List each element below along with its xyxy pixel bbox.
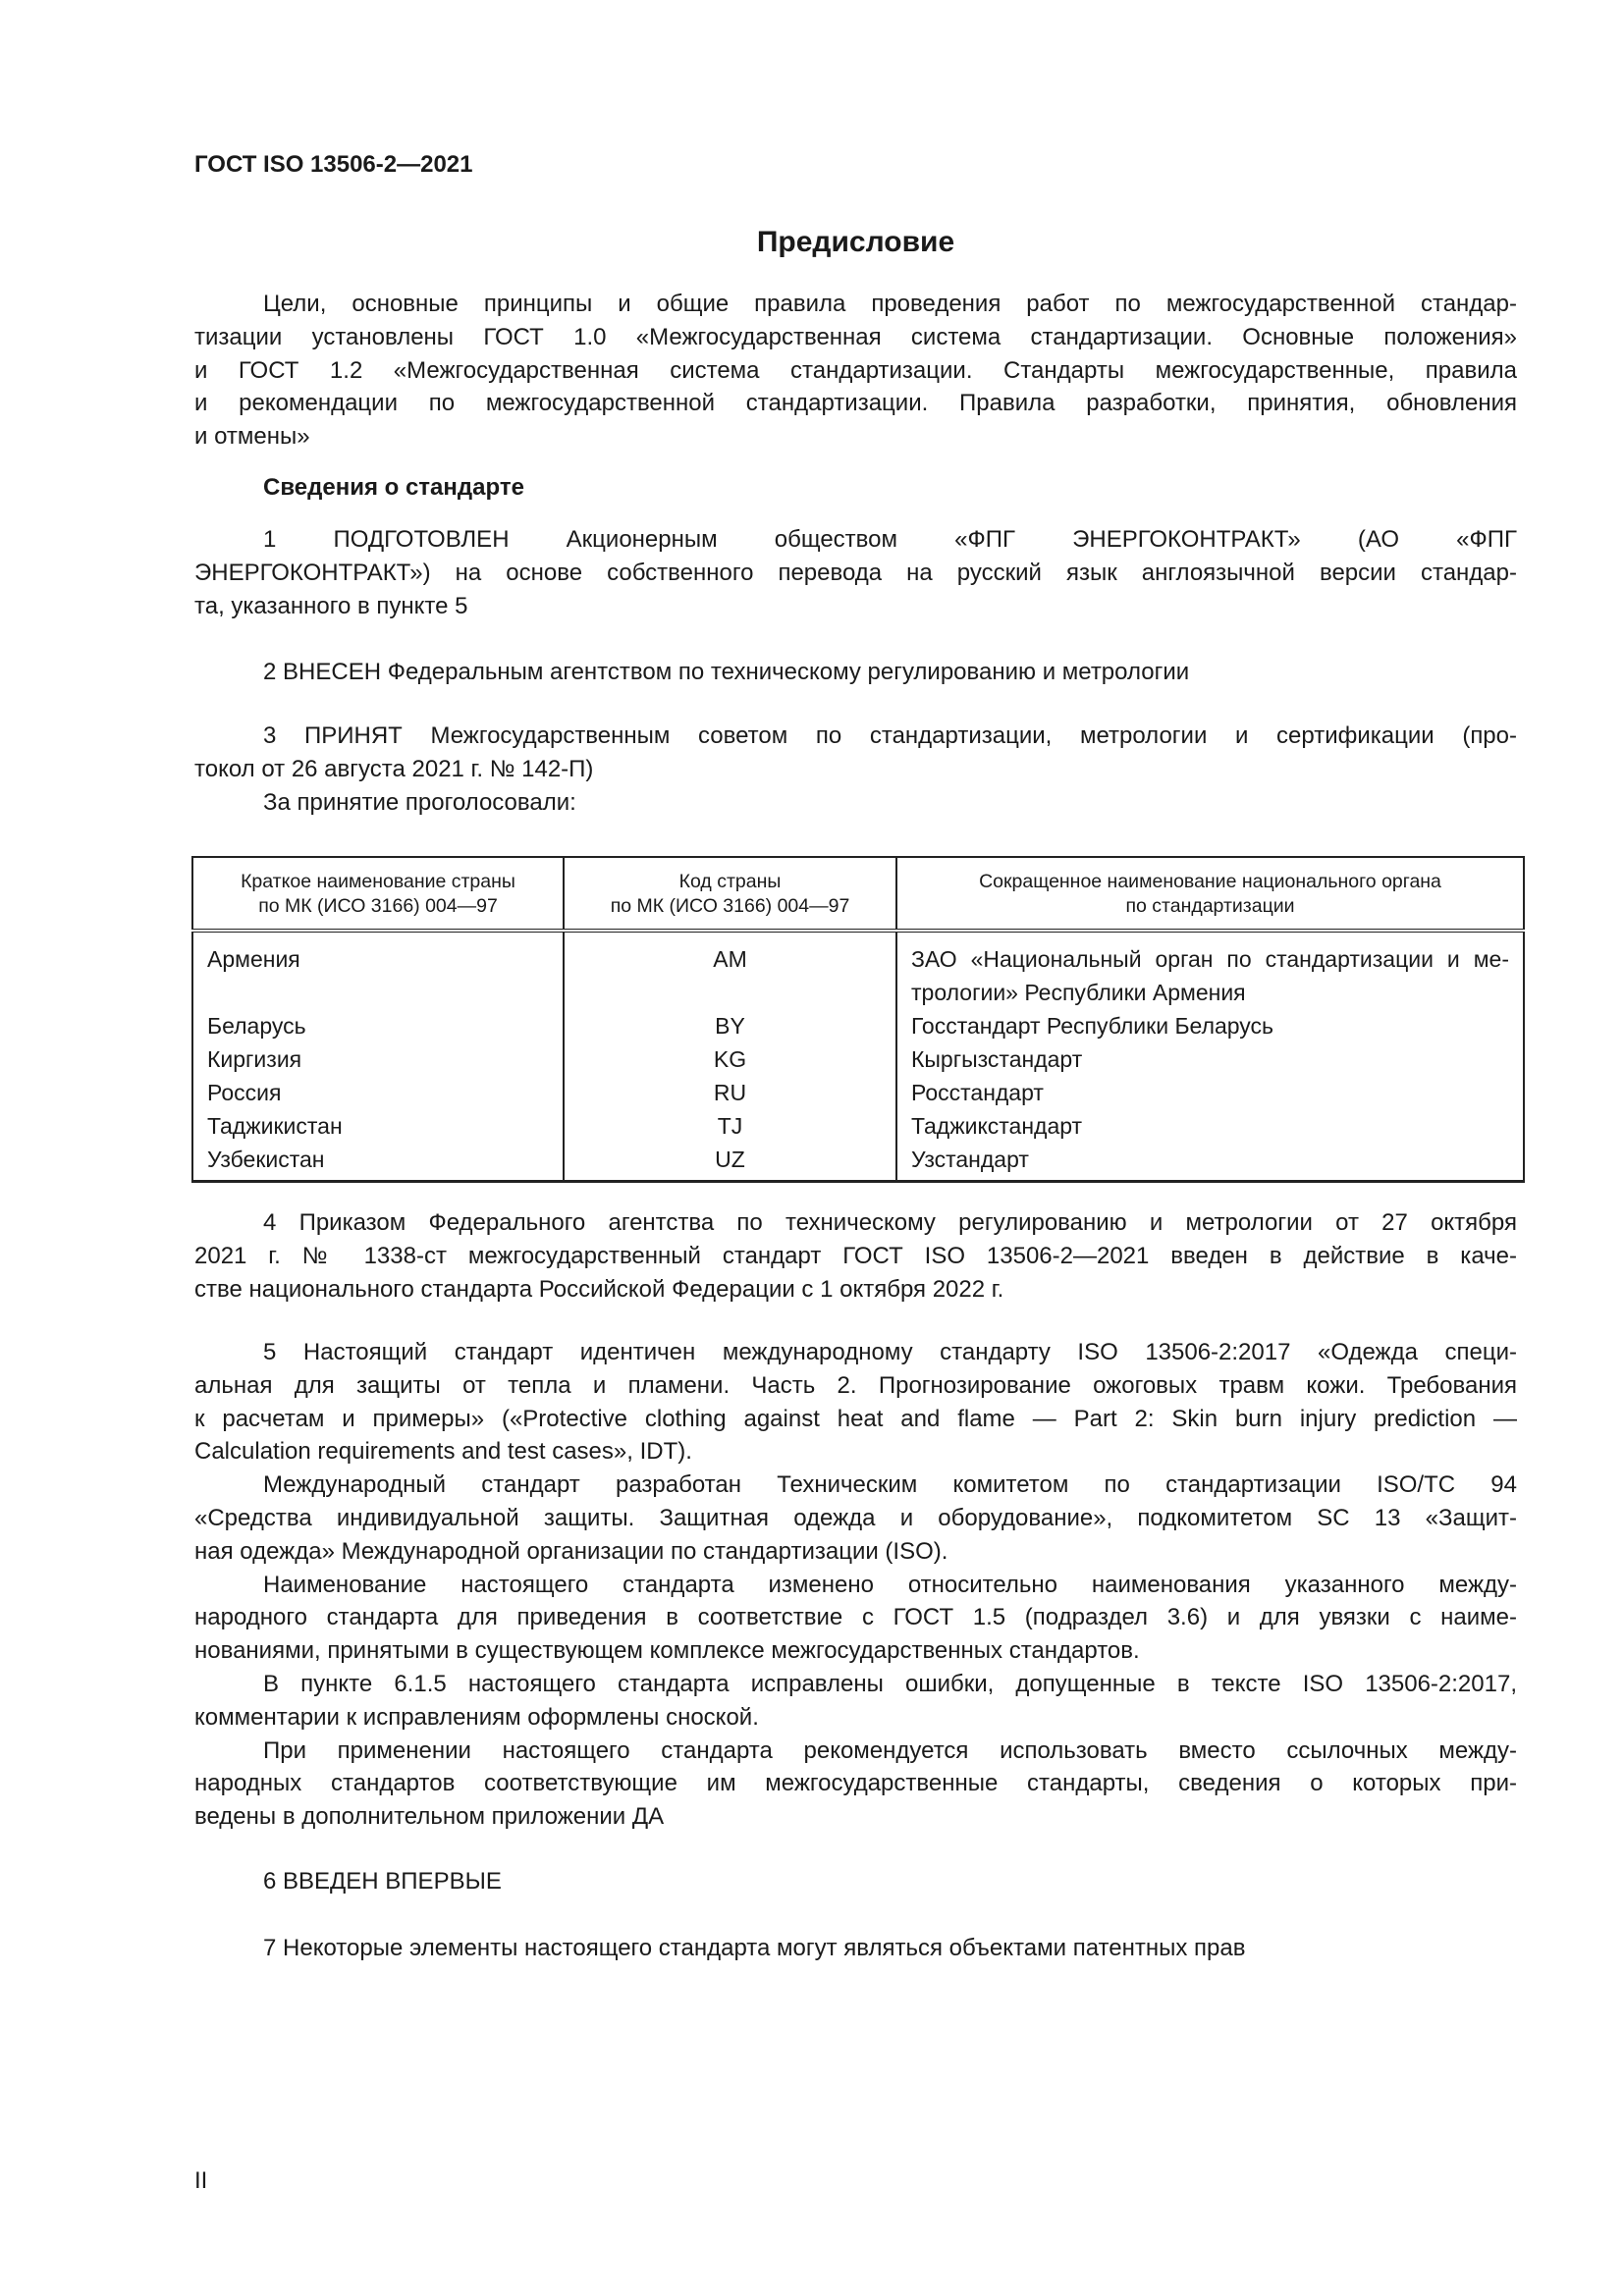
table-row bbox=[192, 931, 1524, 1009]
text-line: та, указанного в пункте 5 bbox=[194, 592, 468, 619]
country-code-cell: UZ bbox=[564, 1143, 896, 1182]
standards-body-cell bbox=[896, 1009, 1524, 1042]
country-name-cell: Киргизия bbox=[192, 1042, 564, 1076]
text-line: 1 ПОДГОТОВЛЕН Акционерным обществом «ФПГ ЭНЕРГОКОНТРАКТ» (АО «ФПГ bbox=[263, 526, 1517, 553]
standards-body-cell bbox=[896, 1076, 1524, 1109]
text-line: токол от 26 августа 2021 г. № 142-П) bbox=[194, 755, 594, 782]
document-code-header: ГОСТ ISO 13506-2—2021 bbox=[194, 151, 473, 178]
text-line: 5 Настоящий стандарт идентичен международному стандарту ISO 13506-2:2017 «Одежда специ- bbox=[263, 1339, 1517, 1365]
column-header-line: по МК (ИСО 3166) 004—97 bbox=[610, 895, 850, 917]
table-header-row bbox=[192, 857, 1524, 931]
country-name-cell: Таджикистан bbox=[192, 1109, 564, 1143]
column-header bbox=[896, 857, 1524, 931]
column-header-line: Сокращенное наименование национального органа bbox=[979, 871, 1441, 892]
voted-label: За принятие проголосовали: bbox=[263, 788, 576, 816]
text-line: 7 Некоторые элементы настоящего стандарта могут являться объектами патентных прав bbox=[263, 1935, 1246, 1961]
standards-body-cell bbox=[896, 931, 1524, 1009]
country-code-cell: KG bbox=[564, 1042, 896, 1076]
text-line: Узстандарт bbox=[911, 1147, 1029, 1172]
text-line: Calculation requirements and test cases», IDT). bbox=[194, 1438, 692, 1466]
page-title: Предисловие bbox=[756, 226, 955, 258]
item-5-paragraph bbox=[194, 1569, 1517, 1668]
text-line: Госстандарт Республики Беларусь bbox=[911, 1013, 1274, 1039]
text-line: 4 Приказом Федерального агентства по техническому регулированию и метрологии от 27 октября bbox=[263, 1209, 1517, 1236]
text-line: ная одежда» Международной организации по стандартизации (ISO). bbox=[194, 1537, 948, 1565]
text-line: трологии» Республики Армения bbox=[911, 980, 1246, 1005]
text-line: 3 ПРИНЯТ Межгосударственным советом по стандартизации, метрологии и сертификации (про- bbox=[263, 722, 1517, 749]
standards-body-cell bbox=[896, 1143, 1524, 1182]
text-line: Кыргызстандарт bbox=[911, 1046, 1083, 1072]
item-5-identity bbox=[194, 1336, 1517, 1834]
text-line: и отмены» bbox=[194, 423, 310, 451]
text-line: и рекомендации по межгосударственной стандартизации. Правила разработки, принятия, обновления bbox=[194, 390, 1517, 417]
column-header bbox=[564, 857, 896, 931]
section-heading: Сведения о стандарте bbox=[263, 474, 524, 501]
country-name-cell: Узбекистан bbox=[192, 1143, 564, 1182]
country-name-cell: Беларусь bbox=[192, 1009, 564, 1042]
text-line: к расчетам и примеры» («Protective clothing against heat and flame — Part 2: Skin burn injury prediction — bbox=[194, 1405, 1517, 1432]
text-line: народных стандартов соответствующие им межгосударственные стандарты, сведения о которых при- bbox=[194, 1770, 1517, 1797]
text-line: Международный стандарт разработан Техническим комитетом по стандартизации ISO/TC 94 bbox=[263, 1471, 1517, 1499]
item-7-patents bbox=[194, 1932, 1517, 1965]
item-3-text bbox=[194, 720, 1517, 786]
column-header-line: по МК (ИСО 3166) 004—97 bbox=[258, 895, 498, 917]
text-line: комментарии к исправлениям оформлены сноской. bbox=[194, 1703, 759, 1731]
item-5-paragraph bbox=[194, 1668, 1517, 1735]
column-header-line: Код страны bbox=[678, 871, 782, 892]
text-line: Наименование настоящего стандарта изменено относительно наименования указанного между- bbox=[263, 1571, 1517, 1598]
table-row bbox=[192, 1042, 1524, 1076]
text-line: Цели, основные принципы и общие правила проведения работ по межгосударственной стандар- bbox=[263, 291, 1517, 317]
text-line: тизации установлены ГОСТ 1.0 «Межгосударственная система стандартизации. Основные положения» bbox=[194, 323, 1517, 350]
item-1-prepared bbox=[194, 523, 1517, 622]
text-line: ЗАО «Национальный орган по стандартизации и ме- bbox=[911, 946, 1509, 972]
text-line: ведены в дополнительном приложении ДА bbox=[194, 1803, 665, 1831]
text-line: нованиями, принятыми в существующем комплексе межгосударственных стандартов. bbox=[194, 1637, 1140, 1665]
item-3-adopted bbox=[194, 720, 1517, 819]
item-4-order bbox=[194, 1206, 1517, 1306]
standards-body-cell bbox=[896, 1109, 1524, 1143]
country-name-cell: Армения bbox=[192, 931, 564, 1009]
country-code-cell: RU bbox=[564, 1076, 896, 1109]
item-5-paragraph bbox=[194, 1735, 1517, 1834]
item-2-submitted bbox=[194, 656, 1517, 689]
table-row bbox=[192, 1076, 1524, 1109]
table-row bbox=[192, 1143, 1524, 1182]
text-line: В пункте 6.1.5 настоящего стандарта исправлены ошибки, допущенные в тексте ISO 13506-2:2017, bbox=[263, 1670, 1517, 1697]
country-code-cell: BY bbox=[564, 1009, 896, 1042]
table-row bbox=[192, 1009, 1524, 1042]
item-5-paragraph bbox=[194, 1468, 1517, 1568]
country-name-cell: Россия bbox=[192, 1076, 564, 1109]
text-line: народного стандарта для приведения в соответствие с ГОСТ 1.5 (подраздел 3.6) и для увязки с наиме- bbox=[194, 1604, 1517, 1631]
voting-countries-table bbox=[191, 856, 1525, 1183]
country-code-cell: TJ bbox=[564, 1109, 896, 1143]
text-line: стве национального стандарта Российской Федерации с 1 октября 2022 г. bbox=[194, 1275, 1004, 1303]
page-number: II bbox=[194, 2167, 208, 2194]
intro-paragraph bbox=[194, 288, 1517, 454]
text-line: 6 ВВЕДЕН ВПЕРВЫЕ bbox=[263, 1868, 502, 1895]
column-header-line: по стандартизации bbox=[1125, 895, 1295, 917]
text-line: 2021 г. № 1338-ст межгосударственный стандарт ГОСТ ISO 13506-2—2021 введен в действие в каче- bbox=[194, 1242, 1517, 1269]
table-body bbox=[192, 931, 1524, 1182]
table-row bbox=[192, 1109, 1524, 1143]
text-line: ЭНЕРГОКОНТРАКТ») на основе собственного перевода на русский язык англоязычной версии стандар- bbox=[194, 559, 1517, 586]
column-header bbox=[192, 857, 564, 931]
text-line: и ГОСТ 1.2 «Межгосударственная система стандартизации. Стандарты межгосударственные, правила bbox=[194, 356, 1517, 384]
item-5-paragraph bbox=[194, 1336, 1517, 1468]
text-line: Росстандарт bbox=[911, 1080, 1044, 1105]
item-6-introduced bbox=[194, 1865, 1517, 1898]
text-line: Таджикстандарт bbox=[911, 1113, 1083, 1139]
standards-body-cell bbox=[896, 1042, 1524, 1076]
country-code-cell: AM bbox=[564, 931, 896, 1009]
text-line: При применении настоящего стандарта рекомендуется использовать вместо ссылочных между- bbox=[263, 1736, 1517, 1764]
text-line: альная для защиты от тепла и пламени. Часть 2. Прогнозирование ожоговых травм кожи. Требования bbox=[194, 1371, 1517, 1399]
column-header-line: Краткое наименование страны bbox=[241, 871, 515, 892]
text-line: 2 ВНЕСЕН Федеральным агентством по техническому регулированию и метрологии bbox=[263, 659, 1190, 685]
text-line: «Средства индивидуальной защиты. Защитная одежда и оборудование», подкомитетом SC 13 «Защит- bbox=[194, 1504, 1517, 1531]
